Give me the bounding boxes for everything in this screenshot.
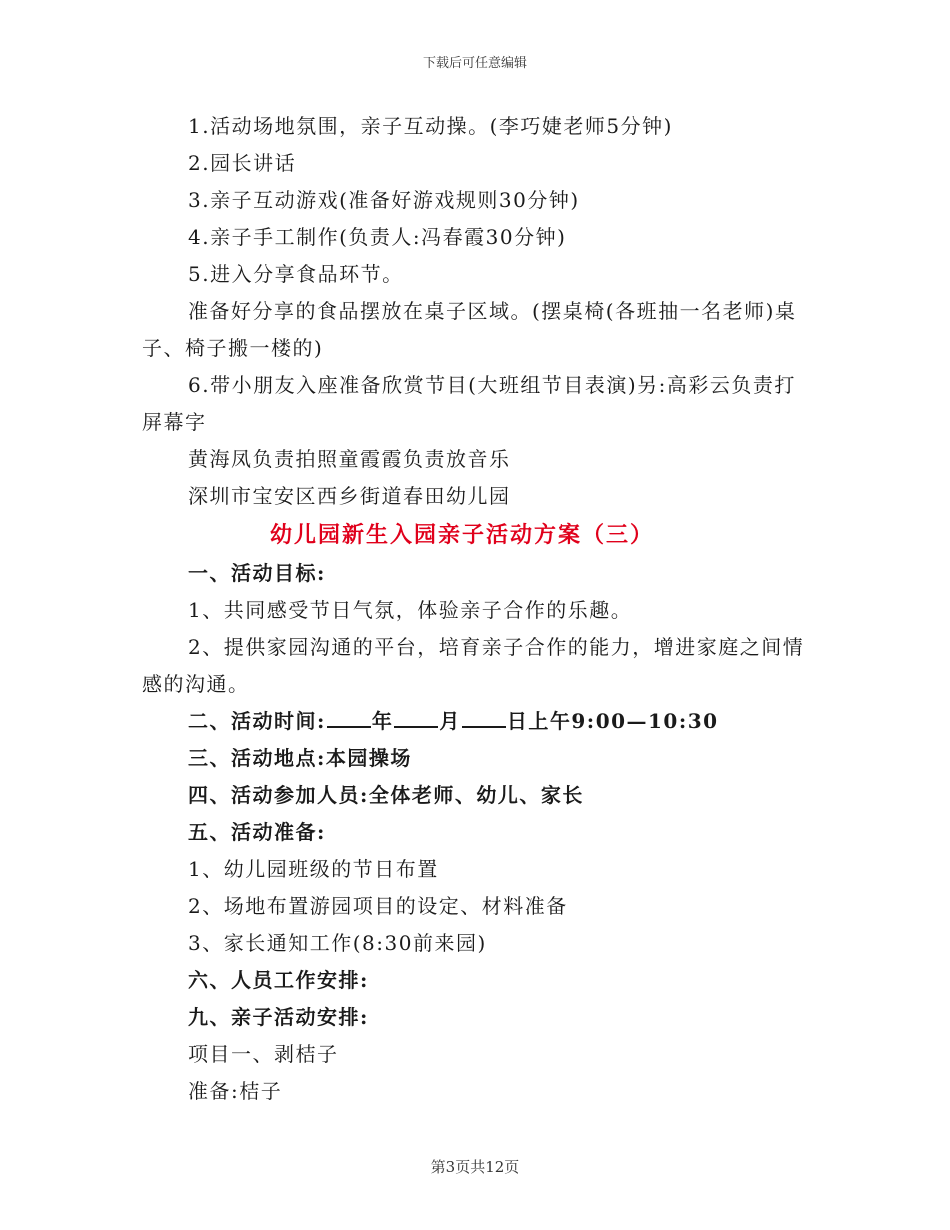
prep-item: 2、场地布置游园项目的设定、材料准备 [188,894,568,918]
list-item: 2.园长讲话 [188,151,297,175]
blank-line [327,704,371,728]
list-item: 1.活动场地氛围，亲子互动操。(李巧婕老师5分钟) [188,114,673,138]
time-rest: 日上午9:00—10:30 [506,709,719,733]
paragraph-staff: 黄海凤负责拍照童霞霞负责放音乐 [188,447,511,471]
paragraph-goal1: 1、共同感受节日气氛，体验亲子合作的乐趣。 [188,598,633,622]
time-year: 年 [371,709,394,733]
time-month: 月 [439,709,461,733]
paragraph-food-note: 准备好分享的食品摆放在桌子区域。(摆桌椅(各班抽一名老师)桌子、椅子搬一楼的) [142,299,797,360]
time-label: 二、活动时间: [188,709,326,733]
activity-time [142,703,812,740]
paragraph-goal2: 2、提供家园沟通的平台，培育亲子合作的能力，增进家庭之间情感的沟通。 [142,635,805,696]
project-prep: 准备:桔子 [188,1079,283,1103]
heading-goal: 一、活动目标: [188,561,326,585]
list-item: 6.带小朋友入座准备欣赏节目(大班组节目表演)另:高彩云负责打屏幕字 [142,373,796,434]
section-title: 幼儿园新生入园亲子活动方案（三） [269,522,654,548]
page-header: 下载后可任意编辑 [422,56,527,71]
prep-item: 3、家长通知工作(8:30前来园) [188,931,487,955]
heading-staff: 六、人员工作安排: [188,968,369,992]
activity-place: 三、活动地点:本园操场 [188,746,412,770]
heading-activity: 九、亲子活动安排: [188,1005,369,1029]
list-item: 4.亲子手工制作(负责人:冯春霞30分钟) [188,225,567,249]
prep-item: 1、幼儿园班级的节日布置 [188,857,439,881]
document-body [142,108,812,1110]
project-item: 项目一、剥桔子 [188,1042,339,1066]
activity-participants: 四、活动参加人员:全体老师、幼儿、家长 [188,783,584,807]
list-item: 3.亲子互动游戏(准备好游戏规则30分钟) [188,188,580,212]
list-item: 5.进入分享食品环节。 [188,262,404,286]
blank-line [394,704,438,728]
heading-prep: 五、活动准备: [188,820,326,844]
blank-line [462,704,506,728]
page-footer: 第3页共12页 [430,1158,520,1176]
paragraph-school: 深圳市宝安区西乡街道春田幼儿园 [188,484,511,508]
